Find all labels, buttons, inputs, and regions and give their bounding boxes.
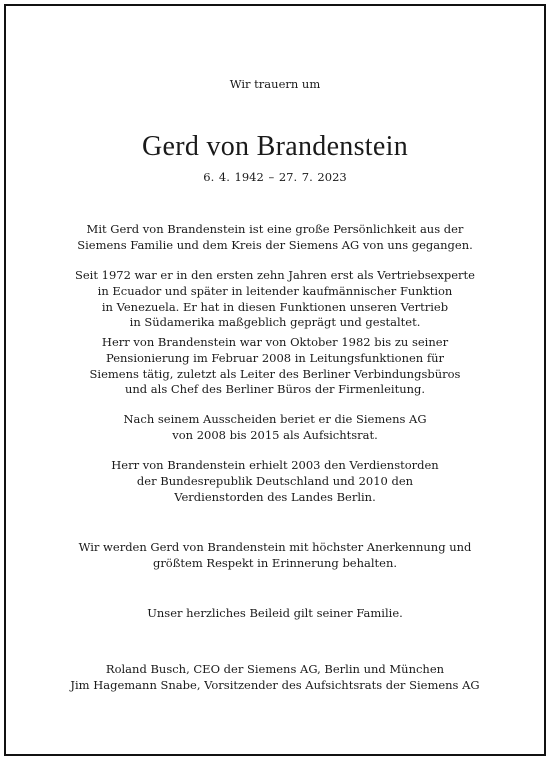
paragraph-line: der Bundesrepublik Deutschland und 2010 den — [136, 473, 414, 488]
paragraph-line: in Venezuela. Er hat in diesen Funktionen unseren Vertrieb — [101, 299, 449, 314]
paragraph-condolences — [6, 606, 544, 622]
paragraph-line: Herr von Brandenstein erhielt 2003 den Verdienstorden — [111, 458, 439, 472]
paragraph-line: Verdienstorden des Landes Berlin. — [174, 489, 376, 504]
paragraph-south-america — [6, 268, 544, 331]
paragraph-line: Unser herzliches Beileid gilt seiner Familie. — [147, 606, 403, 620]
paragraph-line: Mit Gerd von Brandenstein ist eine große Persönlichkeit aus der — [86, 222, 464, 236]
paragraph-line: in Ecuador und später in leitender kaufmännischer Funktion — [97, 283, 453, 298]
paragraph-line: Nach seinem Ausscheiden beriet er die Siemens AG — [123, 412, 427, 426]
paragraph-line: Seit 1972 war er in den ersten zehn Jahren erst als Vertriebsexperte — [75, 268, 475, 282]
obituary-frame — [4, 4, 546, 756]
signatory-line: Jim Hagemann Snabe, Vorsitzender des Aufsichtsrats der Siemens AG — [70, 677, 480, 692]
paragraph-line: und als Chef des Berliner Büros der Firmenleitung. — [124, 382, 426, 397]
life-dates: 6. 4. 1942 – 27. 7. 2023 — [203, 170, 347, 184]
paragraph-honors — [6, 458, 544, 505]
paragraph-berlin — [6, 335, 544, 398]
paragraph-remembrance — [6, 540, 544, 572]
deceased-name: Gerd von Brandenstein — [141, 131, 408, 162]
intro-text: Wir trauern um — [229, 77, 321, 91]
paragraph-line: von 2008 bis 2015 als Aufsichtsrat. — [172, 427, 378, 442]
paragraph-line: größtem Respekt in Erinnerung behalten. — [152, 555, 398, 570]
paragraph-line: Pensionierung im Februar 2008 in Leitungsfunktionen für — [106, 350, 444, 365]
paragraph-line: Siemens Familie und dem Kreis der Siemens AG von uns gegangen. — [77, 237, 473, 252]
paragraph-supervisory-board — [6, 412, 544, 444]
paragraph-line: Wir werden Gerd von Brandenstein mit höchster Anerkennung und — [78, 540, 472, 554]
signatories — [6, 662, 544, 694]
signatory-line: Roland Busch, CEO der Siemens AG, Berlin und München — [105, 662, 445, 676]
paragraph-line: Siemens tätig, zuletzt als Leiter des Berliner Verbindungsbüros — [89, 366, 461, 381]
paragraph-line: in Südamerika maßgeblich geprägt und gestaltet. — [129, 315, 421, 330]
paragraph-tribute — [6, 222, 544, 254]
paragraph-line: Herr von Brandenstein war von Oktober 1982 bis zu seiner — [101, 335, 449, 349]
